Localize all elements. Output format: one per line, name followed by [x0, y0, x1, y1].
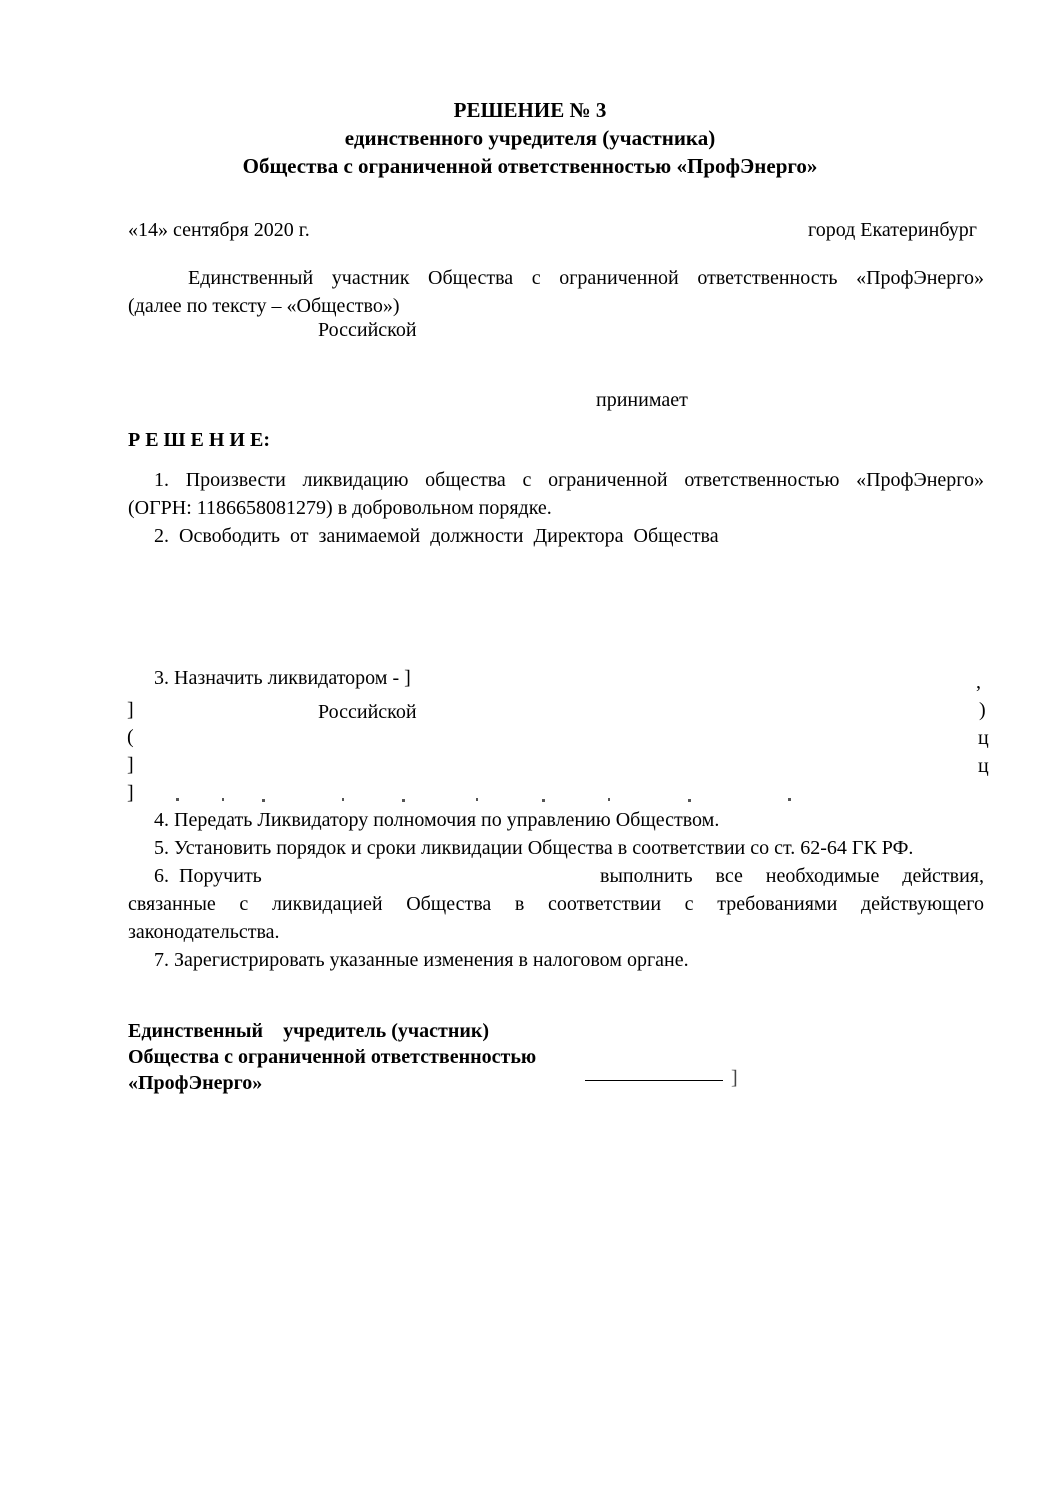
redacted-cut-fragment: Российской [318, 701, 417, 723]
item-7: 7. Зарегистрировать указанные изменения в налоговом органе. [154, 949, 689, 971]
redacted-line-remnants [176, 798, 796, 802]
redaction-edge-left-4: ] [127, 782, 134, 804]
redaction-edge-right-2: ц [978, 755, 989, 777]
company-name-heading: Общества с ограниченной ответственностью «ПрофЭнерго» [242, 154, 818, 178]
item-6-line-2: связанные с ликвидацией Общества в соответствии с требованиями действующего [128, 893, 984, 915]
document-city: город Екатеринбург [808, 219, 977, 241]
item-3: 3. Назначить ликвидатором - ] [154, 667, 411, 689]
item-6-end: выполнить все необходимые действия, [600, 865, 984, 887]
document-subtitle: единственного учредителя (участника) [344, 126, 716, 150]
item-5: 5. Установить порядок и сроки ликвидации Общества в соответствии со ст. 62-64 ГК РФ. [154, 837, 914, 859]
document-title: РЕШЕНИЕ № 3 [453, 98, 607, 122]
item-2: 2. Освободить от занимаемой должности Директора Общества [154, 525, 719, 547]
signature-line [585, 1080, 723, 1081]
redaction-edge-left-2: ( [127, 726, 134, 748]
item-4: 4. Передать Ликвидатору полномочия по управлению Обществом. [154, 809, 720, 831]
intro-line-1: Единственный участник Общества с ограниченной ответственность «ПрофЭнерго» [188, 267, 984, 289]
decision-heading: Р Е Ш Е Н И Е: [128, 429, 270, 451]
intro-cut-fragment: Российской [318, 319, 417, 341]
signatory-title-line-2: Общества с ограниченной ответственностью [128, 1046, 537, 1068]
signature-redaction-edge: ] [731, 1067, 738, 1089]
accepts-word: принимает [596, 389, 688, 411]
item-6-start: 6. Поручить [154, 865, 262, 887]
intro-line-2: (далее по тексту – «Общество») [128, 295, 400, 317]
redaction-edge-left-3: ] [127, 754, 134, 776]
item-1-line-1: 1. Произвести ликвидацию общества с ограниченной ответственностью «ПрофЭнерго» [154, 469, 984, 491]
redaction-edge-comma: , [976, 671, 981, 693]
document-date: «14» сентября 2020 г. [128, 219, 310, 241]
signatory-title-line-3: «ПрофЭнерго» [128, 1072, 263, 1094]
signatory-title-line-1: Единственный учредитель (участник) [128, 1020, 490, 1042]
redaction-edge-right-1: ц [978, 727, 989, 749]
redaction-edge-left-1: ] [127, 699, 134, 721]
item-1-line-2: (ОГРН: 1186658081279) в добровольном порядке. [128, 497, 552, 519]
item-6-line-3: законодательства. [128, 921, 280, 943]
redaction-edge-paren: ) [979, 699, 986, 721]
